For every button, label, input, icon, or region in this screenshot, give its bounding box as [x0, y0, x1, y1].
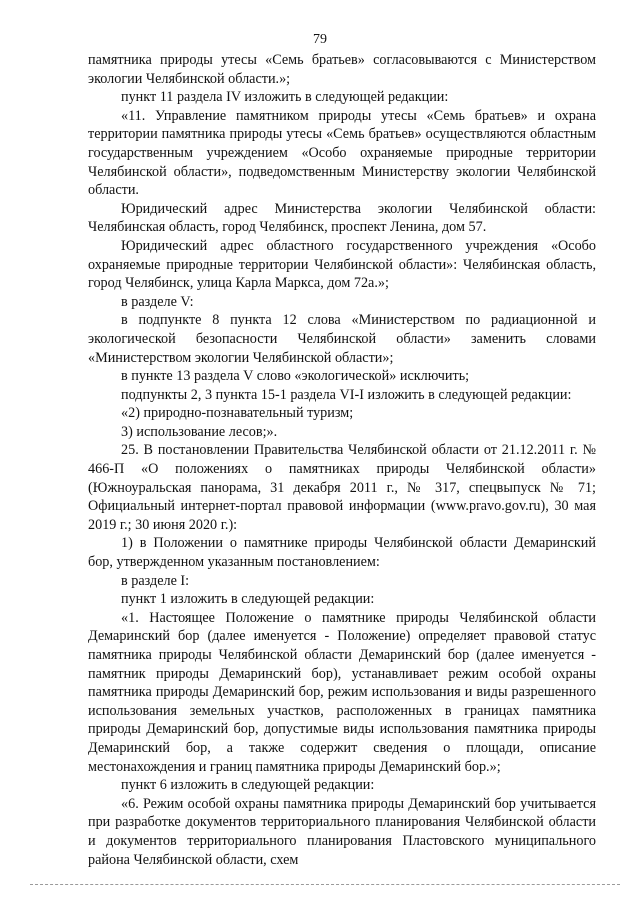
paragraph: подпункты 2, 3 пункта 15-1 раздела VI-I изложить в следующей редакции:: [121, 386, 572, 403]
paragraph: в подпункте 8 пункта 12 слова «Министерством по радиационной и экологической безопасности Челябинской области» заменить словами «Министерством экологии Челябинской области»;: [88, 312, 596, 366]
page-number: 79: [313, 32, 327, 47]
paragraph: пункт 1 изложить в следующей редакции:: [121, 591, 375, 608]
paragraph: «11. Управление памятником природы утесы «Семь братьев» и охрана территории памятника природы утесы «Семь братьев» осуществляются областным государственным учреждением «Особо охраняемые природные территории Челябинской области», подведомственным Министерству экологии Челябинской области.: [88, 107, 596, 199]
paragraph: Юридический адрес областного государственного учреждения «Особо охраняемые природные территории Челябинской области»: Челябинская область, город Челябинск, улица Карла Маркса, дом 72а.»;: [88, 237, 596, 292]
paragraph: 25. В постановлении Правительства Челябинской области от 21.12.2011 г. № 466-П «О положениях о памятниках природы Челябинской области» (Южноуральская панорама, 31 декабря 2011 г., № 317, спецвыпуск № 71; Официальный интернет-портал правовой информации (www.pravo.gov.ru), 30 мая 2019 г.; 30 июня 2020 г.):: [88, 442, 596, 533]
paragraph: «2) природно-познавательный туризм;: [121, 405, 354, 422]
paragraph: 1) в Положении о памятнике природы Челябинской области Демаринский бор, утвержденном указанным постановлением:: [88, 535, 596, 571]
bottom-divider: [30, 884, 620, 885]
paragraph: Юридический адрес Министерства экологии Челябинской области: Челябинская область, город Челябинск, проспект Ленина, дом 57.: [88, 200, 596, 236]
paragraph: пункт 11 раздела IV изложить в следующей редакции:: [121, 89, 449, 106]
paragraph: пункт 6 изложить в следующей редакции:: [121, 777, 375, 794]
paragraph: «1. Настоящее Положение о памятнике природы Челябинской области Демаринский бор (далее именуется - Положение) определяет правовой статус памятника природы Челябинской области Демаринский бор (далее именуется - памятник природы Демаринский бор), устанавливает режим особой охраны памятника природы Демаринский бор, режим использования и виды разрешенного использования земельных участков, расположенных в границах памятника природы Демаринский бор, допустимые виды использования памятника природы Демаринский бор, а также содержит сведения о площади, описание местонахождения и границ памятника природы Демаринский бор.»;: [88, 609, 596, 775]
paragraph: «6. Режим особой охраны памятника природы Демаринский бор учитывается при разработке документов территориального планирования Челябинской области и документов территориального планирования Пластовского муниципального района Челябинской области, схем: [88, 795, 596, 868]
paragraph: в пункте 13 раздела V слово «экологической» исключить;: [121, 368, 470, 385]
paragraph: памятника природы утесы «Семь братьев» согласовываются с Министерством экологии Челябинской области.»;: [88, 52, 596, 87]
body-text: [88, 51, 596, 869]
paragraph: в разделе V:: [121, 293, 194, 310]
paragraph: 3) использование лесов;».: [121, 423, 278, 440]
paragraph: в разделе I:: [121, 572, 190, 589]
